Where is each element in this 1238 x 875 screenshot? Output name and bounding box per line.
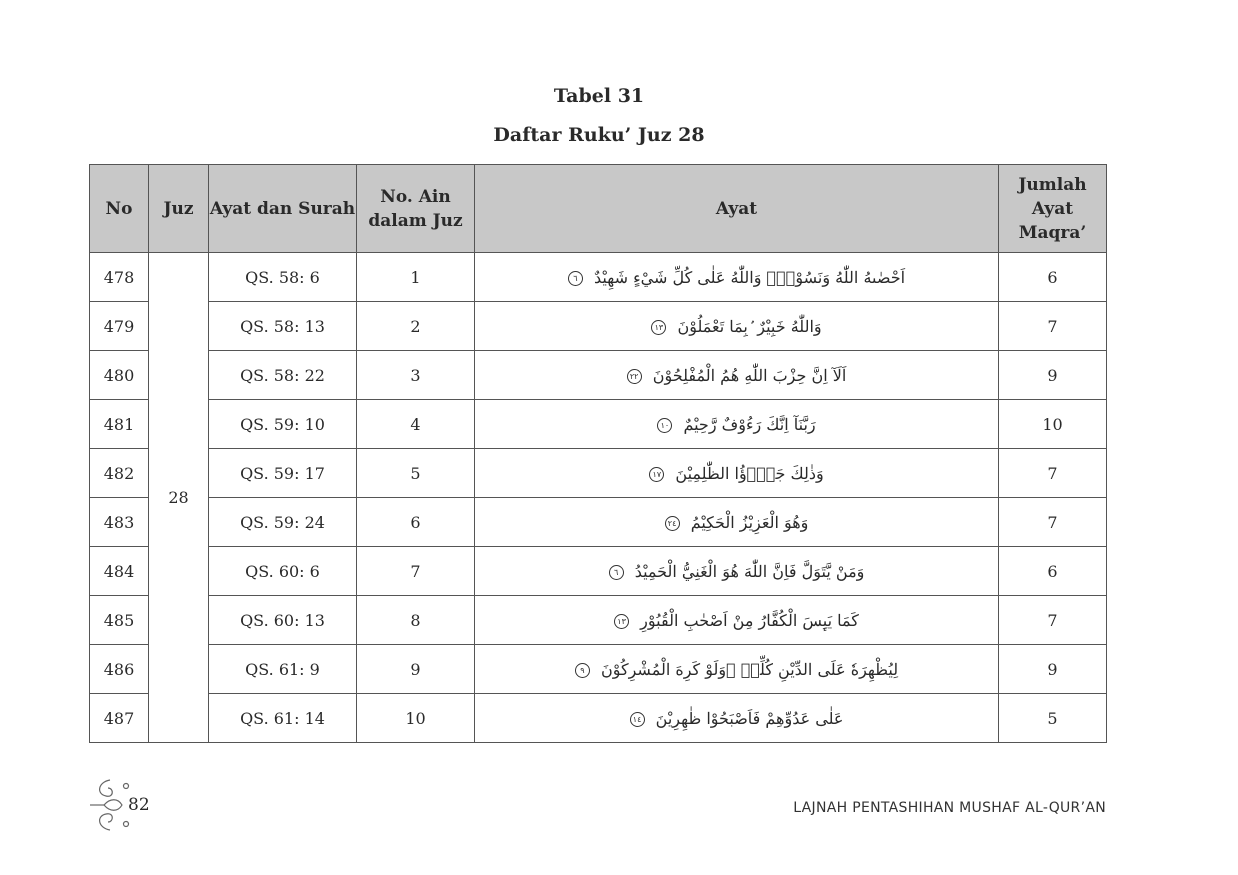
arabic-verse-text: عَلٰى عَدُوِّهِمْ فَاَصْبَحُوْا ظٰهِرِيْنَ [655,708,844,728]
cell-no-ain: 5 [357,449,475,498]
cell-ayat [475,694,999,743]
cell-no: 487 [90,694,149,743]
cell-ayat [475,596,999,645]
cell-ayat-surah: QS. 59: 10 [209,400,357,449]
cell-ayat-surah: QS. 59: 24 [209,498,357,547]
cell-jumlah: 9 [999,645,1107,694]
cell-ayat-surah: QS. 61: 9 [209,645,357,694]
cell-ayat [475,351,999,400]
ayah-end-marker-icon: ١٠ [657,418,672,433]
header-jumlah-line1: Jumlah [1018,174,1087,195]
cell-ayat [475,302,999,351]
table-number-title: Tabel 31 [553,85,645,107]
cell-jumlah: 9 [999,351,1107,400]
cell-ayat [475,547,999,596]
table-row [90,498,1107,547]
table-row [90,694,1107,743]
header-no: No [90,165,149,253]
cell-no: 481 [90,400,149,449]
table-row [90,547,1107,596]
cell-no: 486 [90,645,149,694]
cell-ayat-surah: QS. 59: 17 [209,449,357,498]
cell-no: 479 [90,302,149,351]
ayah-end-marker-icon: ١٣ [614,614,629,629]
header-jumlah-line2: Ayat [1031,198,1074,219]
header-no-ain [357,165,475,253]
cell-no-ain: 8 [357,596,475,645]
ayah-end-marker-icon: ٩ [575,663,590,678]
cell-jumlah: 6 [999,547,1107,596]
cell-no-ain: 1 [357,253,475,302]
table-header-row [90,165,1107,253]
cell-jumlah: 7 [999,596,1107,645]
ayah-end-marker-icon: ٦ [609,565,624,580]
ayah-end-marker-icon: ٦ [568,271,583,286]
table-row [90,596,1107,645]
cell-no: 484 [90,547,149,596]
header-juz: Juz [149,165,209,253]
page-number: 82 [128,795,150,815]
arabic-verse-text: اَلَآ اِنَّ حِزْبَ اللّٰهِ هُمُ الْمُفْلِحُوْنَ [652,365,847,385]
header-no-ain-line2: dalam Juz [368,210,463,231]
arabic-verse-text: وَمَنْ يَّتَوَلَّ فَاِنَّ اللّٰهَ هُوَ الْغَنِيُّ الْحَمِيْدُ [634,561,865,581]
table-row [90,253,1107,302]
cell-jumlah: 5 [999,694,1107,743]
ayah-end-marker-icon: ٢٢ [627,369,642,384]
cell-jumlah: 7 [999,498,1107,547]
table-row [90,400,1107,449]
publisher-footer: LAJNAH PENTASHIHAN MUSHAF AL-QUR’AN [793,800,1106,816]
cell-ayat-surah: QS. 60: 13 [209,596,357,645]
cell-ayat-surah: QS. 60: 6 [209,547,357,596]
arabic-verse-text: وَهُوَ الْعَزِيْزُ الْحَكِيْمُ [690,512,809,532]
cell-jumlah: 10 [999,400,1107,449]
cell-ayat-surah: QS. 58: 22 [209,351,357,400]
arabic-verse-text: لِيُظْهِرَهٗ عَلَى الدِّيْنِ كُلِّهٖ ۙوَلَوْ كَرِهَ الْمُشْرِكُوْنَ [600,659,899,679]
ruku-table [89,164,1107,743]
cell-jumlah: 7 [999,449,1107,498]
cell-no-ain: 3 [357,351,475,400]
header-ayat-surah: Ayat dan Surah [209,165,357,253]
arabic-verse-text: وَاللّٰهُ خَبِيْرٌ ۢبِمَا تَعْمَلُوْنَ [677,316,822,336]
ayah-end-marker-icon: ١٧ [649,467,664,482]
cell-ayat [475,645,999,694]
arabic-verse-text: رَبَّنَآ اِنَّكَ رَءُوْفٌ رَّحِيْمٌ [683,414,816,434]
page-ornament-icon [88,776,132,834]
cell-ayat [475,449,999,498]
arabic-verse-text: كَمَا يَىِٕسَ الْكُفَّارُ مِنْ اَصْحٰبِ الْقُبُوْرِ [640,610,859,630]
header-ayat: Ayat [475,165,999,253]
cell-no: 483 [90,498,149,547]
cell-ayat [475,253,999,302]
arabic-verse-text: وَذٰلِكَ جَزٰۤؤُا الظّٰلِمِيْنَ [675,463,824,483]
cell-jumlah: 6 [999,253,1107,302]
cell-no-ain: 10 [357,694,475,743]
table-row [90,449,1107,498]
cell-ayat [475,400,999,449]
cell-jumlah: 7 [999,302,1107,351]
cell-no-ain: 6 [357,498,475,547]
header-no-ain-line1: No. Ain [380,186,451,207]
table-row [90,645,1107,694]
cell-no: 478 [90,253,149,302]
cell-ayat-surah: QS. 58: 13 [209,302,357,351]
cell-no: 480 [90,351,149,400]
header-jumlah [999,165,1107,253]
cell-no: 482 [90,449,149,498]
table-row [90,351,1107,400]
cell-ayat-surah: QS. 58: 6 [209,253,357,302]
arabic-verse-text: اَحْصٰىهُ اللّٰهُ وَنَسُوْهُۗ وَاللّٰهُ عَلٰى كُلِّ شَيْءٍ شَهِيْدٌ [594,267,906,287]
cell-no: 485 [90,596,149,645]
cell-no-ain: 2 [357,302,475,351]
ayah-end-marker-icon: ١٤ [630,712,645,727]
cell-no-ain: 4 [357,400,475,449]
table-subtitle: Daftar Ruku’ Juz 28 [493,124,705,146]
table-row [90,302,1107,351]
header-jumlah-line3: Maqra’ [1018,222,1087,243]
cell-no-ain: 9 [357,645,475,694]
cell-no-ain: 7 [357,547,475,596]
ayah-end-marker-icon: ٢٤ [665,516,680,531]
cell-juz: 28 [149,253,209,743]
ayah-end-marker-icon: ١٣ [651,320,666,335]
cell-ayat-surah: QS. 61: 14 [209,694,357,743]
cell-ayat [475,498,999,547]
